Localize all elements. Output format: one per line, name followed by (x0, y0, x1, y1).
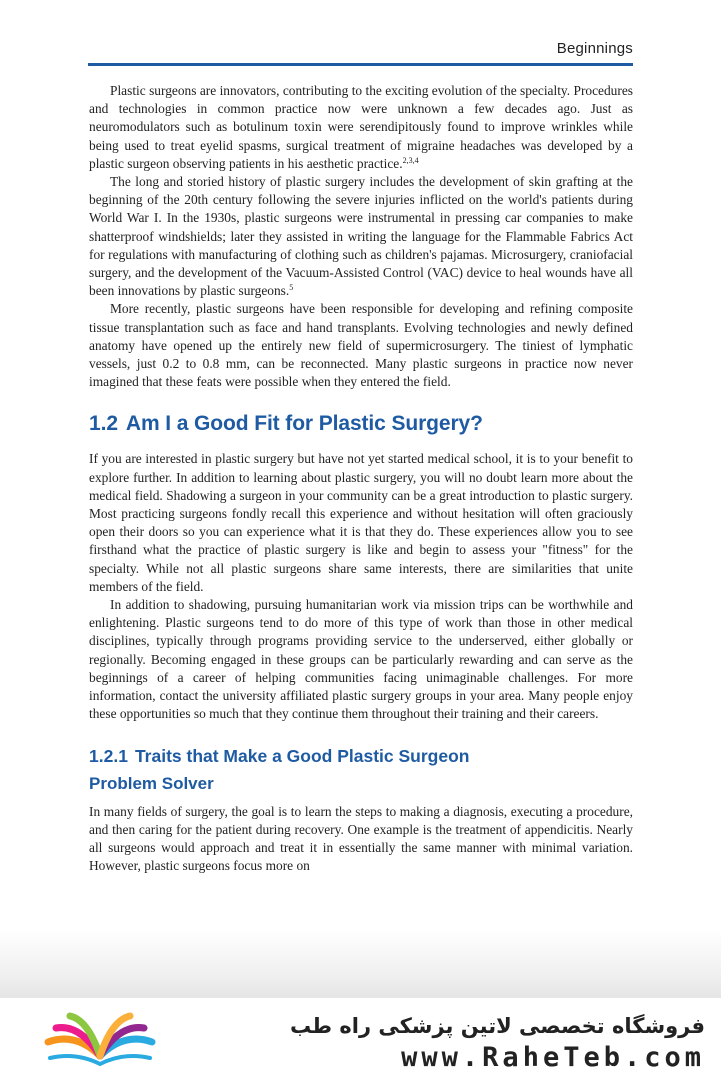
store-url: www.RaheTeb.com (401, 1042, 705, 1073)
store-name: فروشگاه تخصصی لاتین پزشکی راه طب (290, 1014, 705, 1038)
section-1-2-paragraph-2: In addition to shadowing, pursuing humanitarian work via mission trips can be worthwhile and enlightening. Plastic surgeons tend to do more of this type of work than those in other medical disciplines, typically through programs providing service to the underserved, either globally or regionally. Becoming engaged in these groups can be particularly rewarding and can serve as the beginnings of a career of helping communities facing unimaginable challenges. For more information, contact the university affiliated plastic surgery groups in your area. Many people enjoy these opportunities so much that they continue them throughout their training and their careers. (89, 597, 633, 722)
intro-paragraph-1 (89, 82, 633, 173)
section-title: Am I a Good Fit for Plastic Surgery? (125, 412, 483, 436)
intro-paragraph-3: More recently, plastic surgeons have been responsible for developing and refining composite tissue transplantation such as face and hand transplants. Evolving technologies and newly defined anatomy have opened up the entirely new field of supermicrosurgery. The tiniest of lymphatic vessels, just 0.2 to 0.8 mm, can be reconnected. Many plastic surgeons in practice now never imagined that these feats were possible when they entered the field. (89, 301, 633, 390)
section-1-2-paragraph-1: If you are interested in plastic surgery but have not yet started medical school, it is to your benefit to explore further. In addition to learning about plastic surgery, you will no doubt learn more about the medical field. Shadowing a surgeon in your community can be a great introduction to plastic surgery. Most practicing surgeons fondly recall this experience and without hesitation will often graciously open their doors so you can experience what it is that they do. These experiences allow you to see firsthand what the practice of plastic surgery is like and begin to assess your "fitness" for the specialty. While not all plastic surgeons share same interests, there are similarities that unite members of the field. (89, 451, 633, 594)
section-heading-1-2-1 (89, 745, 633, 767)
open-book-rainbow-icon (40, 1012, 160, 1068)
section-heading-1-2 (89, 411, 633, 437)
section-1-2-1-paragraph-1: In many fields of surgery, the goal is to learn the steps to making a diagnosis, executing a procedure, and then caring for the patient during recovery. One example is the treatment of appendicitis. Nearly all surgeons would approach and treat it in essentially the same manner with minimal variation. However, plastic surgeons focus more on (89, 803, 633, 874)
bottom-fade (0, 930, 721, 1000)
section-number: 1.2.1 (89, 745, 128, 766)
subheading-problem-solver: Problem Solver (89, 773, 214, 793)
header-rule (88, 63, 633, 66)
section-title: Traits that Make a Good Plastic Surgeon (134, 745, 470, 766)
section-number: 1.2 (89, 412, 118, 436)
reference-superscript: 5 (289, 283, 294, 293)
reference-superscript: 2,3,4 (402, 155, 419, 165)
intro-paragraph-2 (89, 173, 633, 300)
body-text (89, 82, 633, 875)
store-footer (0, 998, 721, 1080)
running-head: Beginnings (556, 40, 633, 57)
paragraph-text: Plastic surgeons are innovators, contributing to the exciting evolution of the specialty. Procedures and technologies in common practice now were unknown a few decades ago. Just as neuromodulators such as botulinum toxin were serendipitously found to improve wrinkles while being used to treat eyelid spasms, surgical treatment of migraine headaches was developed by a plastic surgeon observing patients in his aesthetic practice. (89, 83, 633, 171)
paragraph-text: The long and storied history of plastic surgery includes the development of skin grafting at the beginning of the 20th century following the severe injuries inflicted on the world's patients during World War I. In the 1930s, plastic surgeons were instrumental in pressing car companies to make shatterproof windshields; later they assisted in writing the language for the Flammable Fabrics Act for regulations with manufacturing of clothing such as children's pajamas. Microsurgery, craniofacial surgery, and the development of the Vacuum-Assisted Control (VAC) device to heal wounds have all been innovations by plastic surgeons. (89, 174, 633, 299)
